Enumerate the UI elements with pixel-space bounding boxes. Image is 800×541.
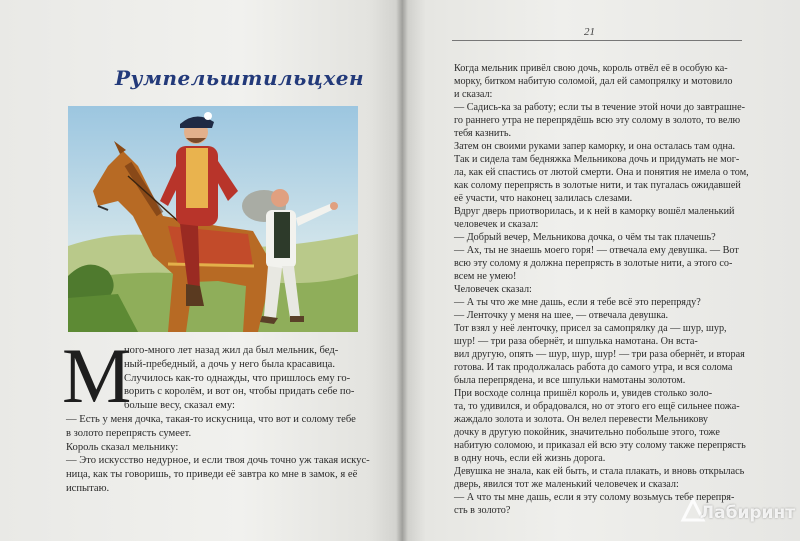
text-line: в золото перепрясть сумеет. xyxy=(66,427,192,439)
text-line: жаждало золота и золота. Он велел перевести Мельникову xyxy=(454,414,708,425)
text-line: — Это искусство недурное, и если твоя дочь точно уж такая искус- xyxy=(66,455,370,467)
text-line: была перепрядена, и все шпульки намотаны золотом. xyxy=(454,375,686,386)
text-line: ница, как ты говоришь, то приведи её завтра ко мне в замок, я её xyxy=(66,469,358,481)
watermark: Лабиринт xyxy=(700,503,796,523)
text-line: — А ты что же мне дашь, если я тебе всё это перепряду? xyxy=(454,297,701,308)
header-rule xyxy=(452,40,742,41)
text-line: вил другую, опять — шур, шур, шур! — три раза обернёт, и вторая xyxy=(454,349,745,360)
text-line: как солому перепрясть в золотые нити, и так пугалась ожидавшей xyxy=(454,180,741,191)
right-body-text xyxy=(454,62,749,517)
text-line: дверь, явился тот же маленький человечек и сказал: xyxy=(454,479,679,490)
text-line: та, то удивился, и обрадовался, но от этого его ещё сильнее пожа- xyxy=(454,401,740,412)
text-line: — Ленточку у меня на шее, — отвечала девушка. xyxy=(454,310,669,321)
text-line: ла, как ей спастись от лютой смерти. Она и понятия не имела о том, xyxy=(454,167,749,178)
illustration-king-and-miller xyxy=(68,106,358,332)
text-line: шур! — три раза обернёт, и шпулька намотана. Он вста- xyxy=(454,336,698,347)
text-line: ного-много лет назад жил да был мельник, бед- xyxy=(124,345,339,356)
text-line: Вдруг дверь приотворилась, и к ней в каморку вошёл маленький xyxy=(454,206,735,217)
text-line: Затем он своими руками запер каморку, и она осталась там одна. xyxy=(454,141,736,152)
text-line: человечек и сказал: xyxy=(454,219,539,230)
text-line: Король сказал мельнику: xyxy=(66,441,179,453)
story-title: Румпельштильцхен xyxy=(115,66,365,90)
text-line: всем не умею! xyxy=(454,271,517,282)
text-line: тебя казнить. xyxy=(454,128,512,139)
text-line: морку, битком набитую соломой, дал ей самопрялку и мотовило xyxy=(454,76,733,87)
text-line: набитую соломою, и приказал ей всю эту солому также перепрясть xyxy=(454,440,746,451)
text-line: — Добрый вечер, Мельникова дочка, о чём ты так плачешь? xyxy=(454,232,716,243)
text-line: больше весу, сказал ему: xyxy=(124,400,235,412)
text-line: всю эту солому я должна перепрясть в золотые нити, а этого со- xyxy=(454,258,733,269)
left-indented-text xyxy=(124,344,354,413)
text-line: — Садись-ка за работу; если ты в течение этой ночи до завтрашне- xyxy=(454,102,746,113)
text-line: При восходе солнца пришёл король и, увидев столько золо- xyxy=(454,388,713,399)
text-line: Человечек сказал: xyxy=(454,284,532,295)
text-line: и сказал: xyxy=(454,89,493,100)
text-line: Тот взял у неё ленточку, присел за самопрялку да — шур, шур, xyxy=(454,323,727,334)
text-line: сть в золото? xyxy=(454,505,511,516)
text-line: Когда мельник привёл свою дочь, король отвёл её в особую ка- xyxy=(454,63,728,74)
text-line: Так и сидела там бедняжка Мельникова дочь и придумать не мог- xyxy=(454,154,740,165)
page-number: 21 xyxy=(584,26,595,38)
text-line: Девушка не знала, как ей быть, и стала плакать, и вновь открылась xyxy=(454,466,745,477)
drop-cap: М xyxy=(62,332,132,419)
book-gutter xyxy=(396,0,408,541)
text-line: испытаю. xyxy=(66,482,110,494)
text-line: — А что ты мне дашь, если я эту солому возьмусь тебе перепря- xyxy=(454,492,735,503)
text-line: го раннего утра не перепрядёшь всю эту солому в золото, то велю xyxy=(454,115,741,126)
text-line: её участи, что наконец залилась слезами. xyxy=(454,193,633,204)
text-line: ворить с королём, и вот он, чтобы придать себе по- xyxy=(124,386,355,398)
text-line: ный-пребедный, а дочь у него была красавица. xyxy=(124,358,336,370)
text-line: — Есть у меня дочка, такая-то искусница, что вот и солому тебе xyxy=(66,414,356,425)
text-line: дочку в другую покойник, значительно побольше этого, тоже xyxy=(454,427,720,438)
left-body-text xyxy=(66,413,370,496)
text-line: в одну ночь, если ей жизнь дорога. xyxy=(454,453,606,464)
text-line: — Ах, ты не знаешь моего горя! — отвечала ему девушка. — Вот xyxy=(454,245,739,256)
text-line: Случилось как-то однажды, что пришлось ему го- xyxy=(124,372,351,384)
text-line: готова. И так продолжалась работа до самого утра, и вся солома xyxy=(454,362,733,373)
